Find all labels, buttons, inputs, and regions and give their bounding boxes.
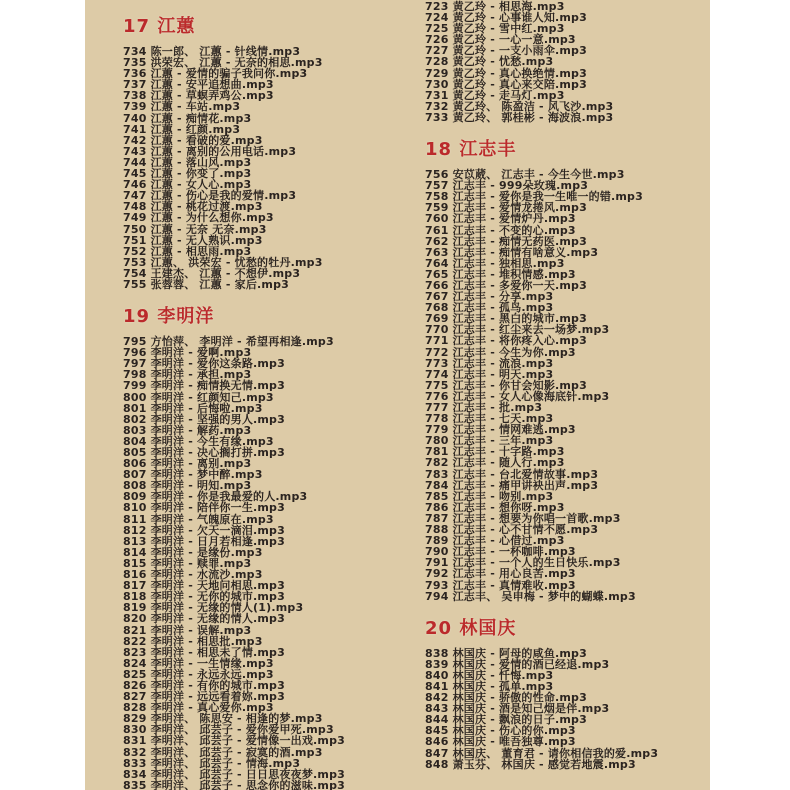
section-header: 17 江蕙 [123,16,196,37]
track-line: 745 江蕙 - 你变了.mp3 [123,167,252,181]
track-line: 772 江志丰 - 今生为你.mp3 [425,345,576,359]
track-line: 742 江蕙 - 看破的爱.mp3 [123,133,263,147]
track-line: 813 李明洋 - 日月若相逢.mp3 [123,534,285,548]
track-line: 731 黄乙玲 - 走马灯.mp3 [425,88,565,102]
track-line: 769 江志丰 - 黑白的城市.mp3 [425,312,587,326]
track-line: 754 王建杰、 江蕙 - 不想伊.mp3 [123,266,301,280]
track-line: 831 李明洋、 邱芸子 - 爱情像一出戏.mp3 [123,734,346,748]
track-line: 809 李明洋 - 你是我最爱的人.mp3 [123,490,308,504]
track-line: 726 黄乙玲 - 一心一意.mp3 [425,33,576,47]
track-line: 723 黄乙玲 - 相思海.mp3 [425,0,565,13]
track-line: 820 李明洋 - 无缘的情人.mp3 [123,612,285,626]
track-line: 756 安苡葳、 江志丰 - 今生今世.mp3 [425,168,625,182]
track-line: 827 李明洋 - 远远看着妳.mp3 [123,690,285,704]
track-line: 759 江志丰 - 爱情龙捲风.mp3 [425,201,587,215]
track-list [123,336,423,790]
track-line: 816 李明洋 - 水流沙.mp3 [123,568,263,582]
track-line: 765 江志丰 - 堆积情感.mp3 [425,267,576,281]
track-line: 770 江志丰 - 红尘来去一场梦.mp3 [425,323,610,337]
track-line: 819 李明洋 - 无缘的情人(1).mp3 [123,601,304,615]
track-line: 768 江志丰 - 孤鸟.mp3 [425,301,554,315]
track-line: 785 江志丰 - 吻别.mp3 [425,489,554,503]
track-line: 724 黄乙玲 - 心事谁人知.mp3 [425,11,587,25]
track-line: 835 李明洋、 邱芸子 - 思念你的滋味.mp3 [123,778,346,790]
track-line: 764 江志丰 - 独相思.mp3 [425,256,565,270]
track-line: 817 李明洋 - 天地问相思.mp3 [123,579,285,593]
track-line: 734 陈一郎、 江蕙 - 针线情.mp3 [123,45,301,58]
track-line: 790 江志丰 - 一杯咖啡.mp3 [425,545,576,559]
track-line: 803 李明洋 - 解药.mp3 [123,423,252,437]
track-line: 794 江志丰、 吴申梅 - 梦中的蝴蝶.mp3 [425,589,636,603]
track-line: 767 江志丰 - 分享.mp3 [425,290,554,304]
track-line: 761 江志丰 - 不变的心.mp3 [425,223,576,237]
track-line: 748 江蕙 - 桃花过渡.mp3 [123,200,263,214]
track-line: 804 李明洋 - 今生有缘.mp3 [123,434,274,448]
track-line: 808 李明洋 - 明知.mp3 [123,479,252,493]
track-line: 782 江志丰 - 随人行.mp3 [425,456,565,470]
track-line: 753 江蕙、 洪荣宏 - 忧愁的牡丹.mp3 [123,255,323,269]
track-line: 755 张蓉蓉、 江蕙 - 家后.mp3 [123,277,290,291]
track-line: 801 李明洋 - 后悔啦.mp3 [123,401,263,415]
track-line: 788 江志丰 - 心不甘情不愿.mp3 [425,523,599,537]
track-line: 729 黄乙玲 - 真心换绝情.mp3 [425,66,587,80]
track-line: 806 李明洋 - 离别.mp3 [123,457,252,471]
track-line: 728 黄乙玲 - 忧愁.mp3 [425,55,554,69]
track-line: 762 江志丰 - 痴情无药医.mp3 [425,234,587,248]
track-line: 730 黄乙玲 - 真心来交陪.mp3 [425,77,587,91]
track-line: 733 黄乙玲、 郭桂彬 - 海波浪.mp3 [425,110,614,124]
track-line: 793 江志丰 - 真情难收.mp3 [425,578,576,592]
track-line: 737 江蕙 - 安平追想曲.mp3 [123,78,274,92]
track-line: 783 江志丰 - 台北爱情故事.mp3 [425,467,599,481]
track-line: 744 江蕙 - 落山风.mp3 [123,155,252,169]
track-line: 774 江志丰 - 明天.mp3 [425,367,554,381]
track-line: 834 李明洋、 邱芸子 - 日日思夜夜梦.mp3 [123,767,346,781]
track-list [425,169,725,602]
track-line: 826 李明洋 - 有你的城市.mp3 [123,678,285,692]
track-line: 792 江志丰 - 用心良苦.mp3 [425,567,576,581]
tracklist-column-right [425,0,725,790]
track-line: 844 林国庆 - 飘浪的日子.mp3 [425,713,587,727]
track-line: 830 李明洋、 邱芸子 - 爱你爱甲死.mp3 [123,723,334,737]
track-line: 812 李明洋 - 欠天一滴泪.mp3 [123,523,285,537]
track-line: 738 江蕙 - 草螟弄鸡公.mp3 [123,89,274,103]
track-line: 799 李明洋 - 痴情换无情.mp3 [123,379,285,393]
track-line: 752 江蕙 - 相思雨.mp3 [123,244,252,258]
track-line: 814 李明洋 - 是缘份.mp3 [123,545,263,559]
track-line: 822 李明洋 - 相思批.mp3 [123,634,263,648]
track-line: 787 江志丰 - 想要为你唱一首歌.mp3 [425,511,621,525]
track-line: 825 李明洋 - 永远永远.mp3 [123,667,274,681]
track-line: 828 李明洋 - 真心爱你.mp3 [123,701,274,715]
track-line: 747 江蕙 - 伤心是我的爱情.mp3 [123,189,297,203]
track-line: 802 李明洋 - 坚强的男人.mp3 [123,412,285,426]
track-line: 818 李明洋 - 无你的城市.mp3 [123,590,285,604]
track-line: 841 林国庆 - 孤单.mp3 [425,679,554,693]
track-line: 757 江志丰 - 999朵玫瑰.mp3 [425,179,589,193]
track-list [123,46,423,290]
track-line: 789 江志丰 - 心借过.mp3 [425,534,565,548]
track-line: 811 李明洋 - 气魄原在.mp3 [123,512,274,526]
section-header: 19 李明洋 [123,306,215,328]
track-line: 845 林国庆 - 伤心的你.mp3 [425,724,576,738]
track-line: 843 林国庆 - 酒是知己烟是伴.mp3 [425,702,610,716]
track-line: 798 李明洋 - 承担.mp3 [123,368,252,382]
track-line: 840 林国庆 - 忏悔.mp3 [425,668,554,682]
track-line: 805 李明洋 - 决心搁打拼.mp3 [123,446,285,459]
track-line: 815 李明洋 - 赎罪.mp3 [123,556,252,570]
track-line: 800 李明洋 - 红颜知己.mp3 [123,390,274,404]
track-line: 823 李明洋 - 相思未了情.mp3 [123,645,285,659]
track-line: 795 方怡萍、 李明洋 - 希望再相逢.mp3 [123,335,334,349]
track-list [425,1,725,123]
track-line: 740 江蕙 - 痴情花.mp3 [123,111,252,125]
track-line: 736 江蕙 - 爱情的骗子我问你.mp3 [123,67,308,81]
track-line: 775 江志丰 - 你甘会知影.mp3 [425,378,587,392]
track-line: 778 江志丰 - 七天.mp3 [425,412,554,426]
track-line: 776 江志丰 - 女人心像海底针.mp3 [425,389,610,403]
track-line: 773 江志丰 - 流浪.mp3 [425,356,554,370]
track-line: 743 江蕙 - 离别的公用电话.mp3 [123,144,297,158]
section-header: 18 江志丰 [425,139,517,161]
section-header: 20 林国庆 [425,617,517,639]
track-line: 739 江蕙 - 车站.mp3 [123,100,241,114]
track-line: 725 黄乙玲 - 雪中红.mp3 [425,22,565,36]
track-line: 846 林国庆 - 唯吾独尊.mp3 [425,735,576,749]
track-line: 732 黄乙玲、 陈盈洁 - 风飞沙.mp3 [425,99,614,113]
track-line: 784 江志丰 - 痛甲讲袂出声.mp3 [425,478,599,492]
track-line: 750 江蕙 - 无奈 无奈.mp3 [123,222,267,236]
track-line: 758 江志丰 - 爱你是我一生唯一的错.mp3 [425,190,643,204]
track-line: 842 林国庆 - 骄傲的性命.mp3 [425,691,587,705]
track-line: 839 林国庆 - 爱情的酒已经退.mp3 [425,657,610,671]
track-line: 741 江蕙 - 红颜.mp3 [123,122,241,136]
track-line: 746 江蕙 - 女人心.mp3 [123,178,252,192]
track-line: 807 李明洋 - 梦中醉.mp3 [123,468,263,482]
track-line: 727 黄乙玲 - 一支小雨伞.mp3 [425,44,587,58]
track-line: 751 江蕙 - 无人熟识.mp3 [123,233,263,247]
track-line: 838 林国庆 - 阿母的咸鱼.mp3 [425,646,587,660]
track-list [425,648,725,770]
track-line: 780 江志丰 - 三年.mp3 [425,434,554,448]
track-line: 771 江志丰 - 将你疼入心.mp3 [425,334,587,348]
track-line: 749 江蕙 - 为什么想你.mp3 [123,211,274,225]
tracklist-column-left [123,0,423,790]
track-line: 829 李明洋、 陈思安 - 相逢的梦.mp3 [123,712,323,726]
track-line: 824 李明洋 - 一生情缘.mp3 [123,656,274,670]
track-line: 833 李明洋、 邱芸子 - 情海.mp3 [123,756,301,770]
track-line: 760 江志丰 - 爱情炉丹.mp3 [425,212,576,226]
track-line: 810 李明洋 - 陪伴你一生.mp3 [123,501,285,515]
track-line: 796 李明洋 - 爱啊.mp3 [123,346,252,360]
track-line: 821 李明洋 - 误解.mp3 [123,623,252,637]
track-line: 848 萧玉芬、 林国庆 - 感觉若地震.mp3 [425,757,636,771]
track-line: 781 江志丰 - 十字路.mp3 [425,445,565,459]
track-line: 766 江志丰 - 多爱你一天.mp3 [425,278,587,292]
track-line: 735 洪荣宏、 江蕙 - 无奈的相思.mp3 [123,56,323,70]
track-line: 786 江志丰 - 想你呀.mp3 [425,500,565,514]
track-line: 763 江志丰 - 痴情有啥意义.mp3 [425,245,599,259]
track-line: 832 李明洋、 邱芸子 - 寂寞的酒.mp3 [123,745,323,759]
track-line: 791 江志丰 - 一个人的生日快乐.mp3 [425,556,621,570]
track-line: 777 江志丰 - 批.mp3 [425,401,543,414]
track-line: 779 江志丰 - 情网难逃.mp3 [425,423,576,437]
track-line: 847 林国庆、 董育君 - 请你相信我的爱.mp3 [425,746,659,760]
track-line: 797 李明洋 - 爱你这条路.mp3 [123,357,285,371]
